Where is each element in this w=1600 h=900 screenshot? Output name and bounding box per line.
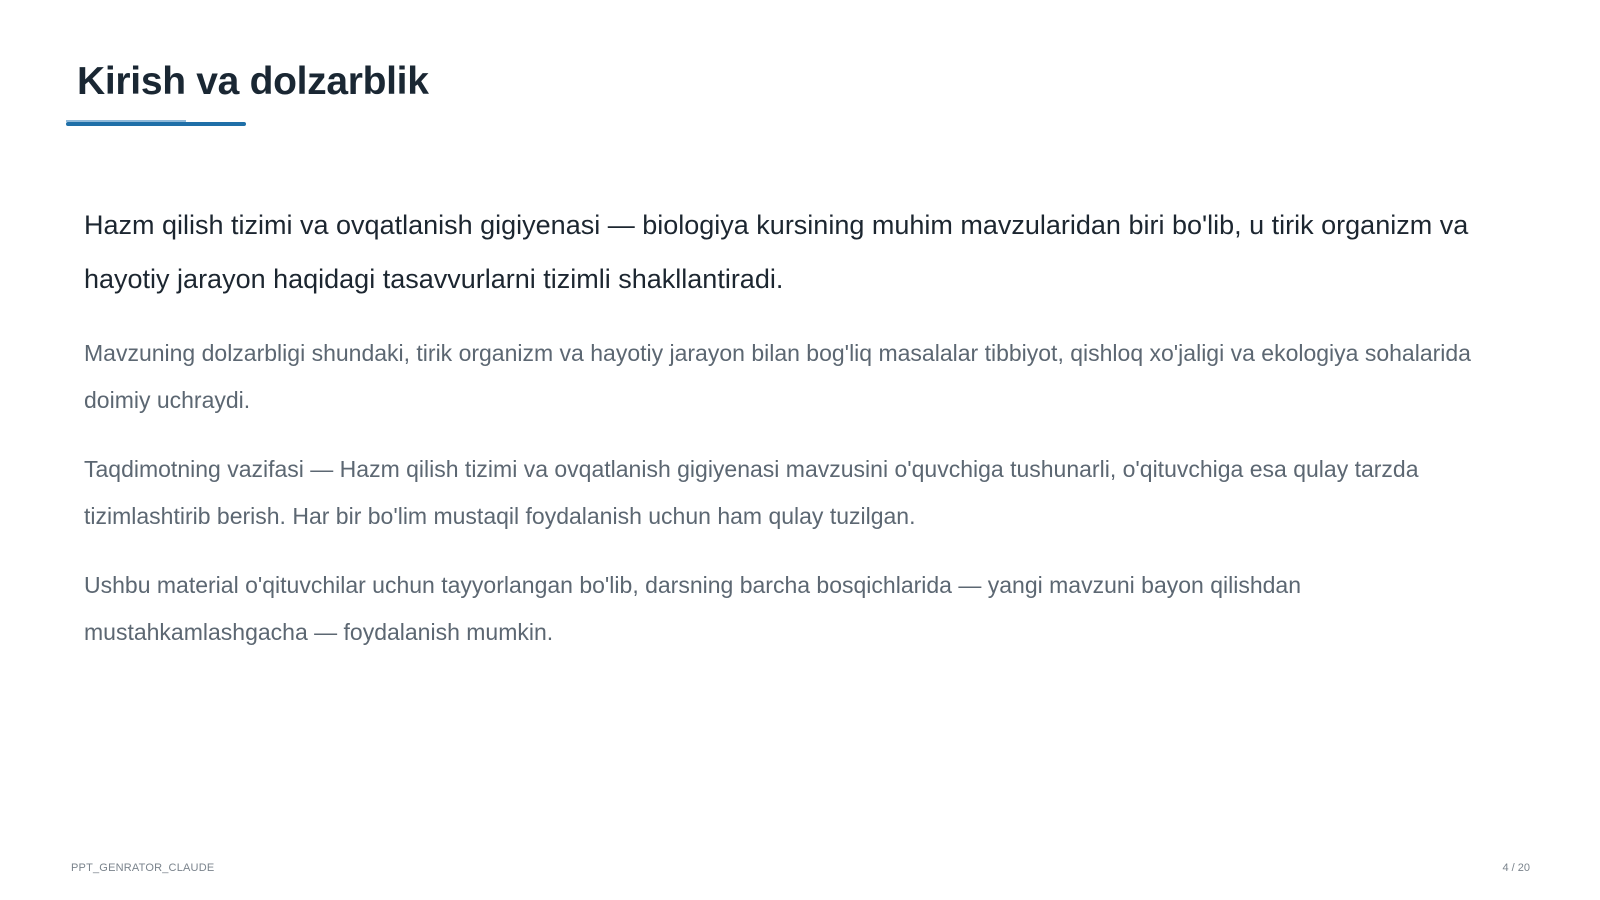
body-paragraph-relevance: Mavzuning dolzarbligi shundaki, tirik organizm va hayotiy jarayon bilan bog'liq masalalar tibbiyot, qishloq xo'jaligi va ekologiya sohalarida doimiy uchraydi. [84,340,1471,413]
lead-paragraph: Hazm qilish tizimi va ovqatlanish gigiyenasi — biologiya kursining muhim mavzularidan biri bo'lib, u tirik organizm va hayotiy jarayon haqidagi tasavvurlarni tizimli shakllantiradi. [84,210,1469,294]
slide-content [84,198,1514,678]
body-paragraph-task: Taqdimotning vazifasi — Hazm qilish tizimi va ovqatlanish gigiyenasi mavzusini o'quvchiga tushunarli, o'qituvchiga esa qulay tarzda tizimlashtirib berish. Har bir bo'lim mustaqil foydalanish uchun ham qulay tuzilgan. [84,456,1419,529]
page-number: 4 / 20 [1502,862,1530,874]
title-underline [66,122,246,126]
body-paragraph-usage: Ushbu material o'qituvchilar uchun tayyorlangan bo'lib, darsning barcha bosqichlarida — yangi mavzuni bayon qilishdan mustahkamlashgacha — foydalanish mumkin. [84,572,1301,645]
slide-title: Kirish va dolzarblik [77,60,429,103]
footer-source: PPT_GENRATOR_CLAUDE [71,862,215,874]
